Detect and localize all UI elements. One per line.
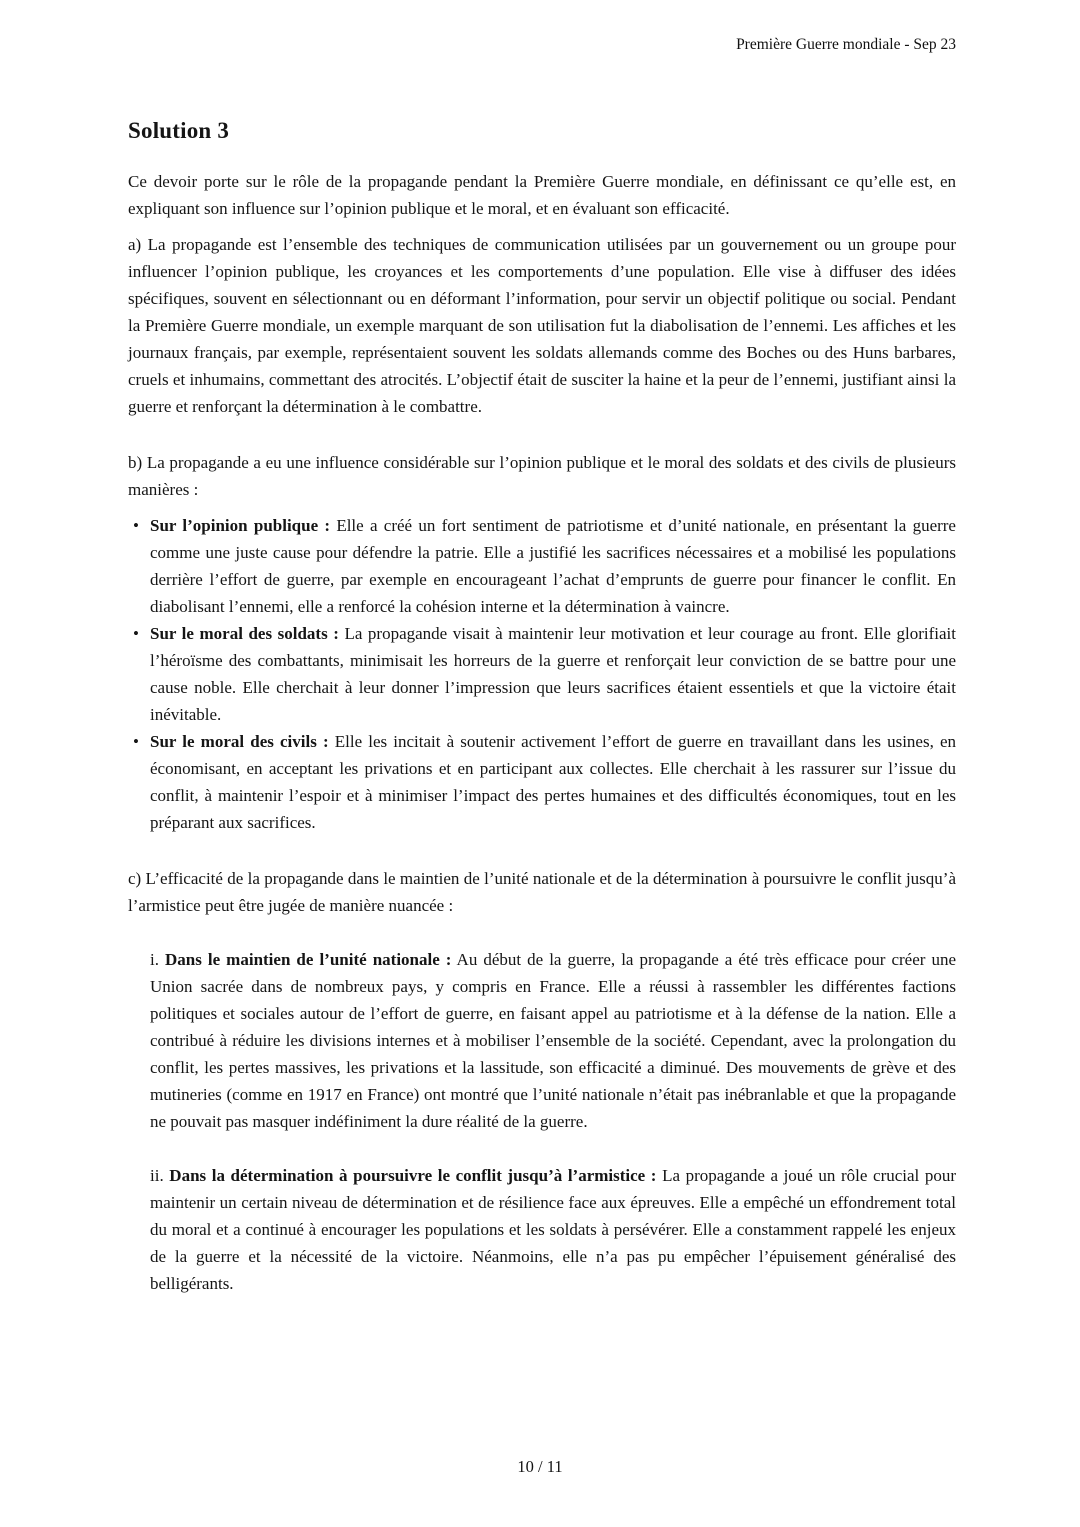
paragraph-a: a) La propagande est l’ensemble des techniques de communication utilisées par un gouvernement ou un groupe pour influencer l’opinion publique, les croyances et les comportements d’une population. Elle vise à diffuser des idées spécifiques, souvent en sélectionnant ou en déformant l’information, pour servir un objectif politique ou social. Pendant la Première Guerre mondiale, un exemple marquant de son utilisation fut la diabolisation de l’ennemi. Les affiches et les journaux français, par exemple, représentaient souvent les soldats allemands comme des Boches ou des Huns barbares, cruels et inhumains, commettant des atrocités. L’objectif était de susciter la haine et la peur de l’ennemi, justifiant ainsi la guerre et renforçant la détermination à le combattre. xyxy=(128,235,956,416)
bullet-lead: Sur l’opinion publique : xyxy=(150,516,331,535)
bullet-lead: Sur le moral des civils : xyxy=(150,732,329,751)
bullet-list xyxy=(128,512,956,836)
page-footer xyxy=(0,1457,1080,1477)
bullet-text: Elle a créé un fort sentiment de patriotisme et d’unité nationale, en présentant la guerre comme une juste cause pour défendre la patrie. Elle a justifié les sacrifices nécessaires et a mobilisé les populations derrière l’effort de guerre, par exemple en encourageant l’achat d’emprunts de guerre pour financer le conflit. En diabolisant l’ennemi, elle a renforcé la cohésion interne et la détermination à vaincre. xyxy=(150,516,956,616)
paragraph-c-intro: c) L’efficacité de la propagande dans le maintien de l’unité nationale et de la détermination à poursuivre le conflit jusqu’à l’armistice peut être jugée de manière nuancée : xyxy=(128,869,956,915)
bullet-item-opinion-publique xyxy=(128,512,956,620)
bullet-marker-icon: • xyxy=(133,516,139,535)
intro-paragraph: Ce devoir porte sur le rôle de la propagande pendant la Première Guerre mondiale, en définissant ce qu’elle est, en expliquant son influence sur l’opinion publique et le moral, et en évaluant son efficacité. xyxy=(128,172,956,218)
subpoint-ii xyxy=(150,1162,956,1297)
subpoint-i xyxy=(150,946,956,1135)
subpoint-number: ii. xyxy=(150,1166,164,1185)
bullet-marker-icon: • xyxy=(133,732,139,751)
page-header xyxy=(128,36,956,54)
paragraph-b-intro: b) La propagande a eu une influence considérable sur l’opinion publique et le moral des soldats et des civils de plusieurs manières : xyxy=(128,453,956,499)
subpoint-lead: Dans le maintien de l’unité nationale : xyxy=(165,950,452,969)
subpoint-text: La propagande a joué un rôle crucial pour maintenir un certain niveau de détermination et de résilience face aux épreuves. Elle a empêché un effondrement total du moral et a continué à encourager les populations et les soldats à persévérer. Elle a constamment rappelé les enjeux de la guerre et la nécessité de la victoire. Néanmoins, elle n’a pas pu empêcher l’épuisement généralisé des belligérants. xyxy=(150,1166,957,1293)
bullet-item-moral-soldats xyxy=(128,620,956,728)
bullet-lead: Sur le moral des soldats : xyxy=(150,624,339,643)
document-content xyxy=(128,118,956,1297)
page-title: Solution 3 xyxy=(128,118,230,143)
header-course-label: Première Guerre mondiale - Sep 23 xyxy=(736,36,956,53)
bullet-marker-icon: • xyxy=(133,624,139,643)
bullet-text: La propagande visait à maintenir leur motivation et leur courage au front. Elle glorifiait l’héroïsme des combattants, minimisait les horreurs de la guerre et renforçait leur conviction de se battre pour une cause noble. Elle cherchait à leur donner l’impression que leurs sacrifices étaient essentiels et que la victoire était inévitable. xyxy=(150,624,956,724)
subpoint-text: Au début de la guerre, la propagande a été très efficace pour créer une Union sacrée dans de nombreux pays, y compris en France. Elle a réussi à rassembler les différentes factions politiques et sociales autour de l’effort de guerre, en faisant appel au patriotisme et à la défense de la nation. Elle a contribué à réduire les divisions internes et à mobiliser l’ensemble de la société. Cependant, avec la prolongation du conflit, les pertes massives, les privations et la lassitude, son efficacité a diminué. Des mouvements de grève et des mutineries (comme en 1917 en France) ont montré que l’unité nationale n’était pas inébranlable et que la propagande ne pouvait pas masquer indéfiniment la dure réalité de la guerre. xyxy=(150,950,956,1131)
bullet-item-moral-civils xyxy=(128,728,956,836)
subpoint-lead: Dans la détermination à poursuivre le conflit jusqu’à l’armistice : xyxy=(169,1166,657,1185)
subpoint-number: i. xyxy=(150,950,159,969)
page-number: 10 / 11 xyxy=(517,1457,563,1476)
bullet-text: Elle les incitait à soutenir activement l’effort de guerre en travaillant dans les usines, en économisant, en acceptant les privations et en participant aux collectes. Elle cherchait à les rassurer sur l’issue du conflit, à maintenir l’espoir et à minimiser l’impact des pertes humaines et des difficultés économiques, tout en les préparant aux sacrifices. xyxy=(150,732,957,832)
